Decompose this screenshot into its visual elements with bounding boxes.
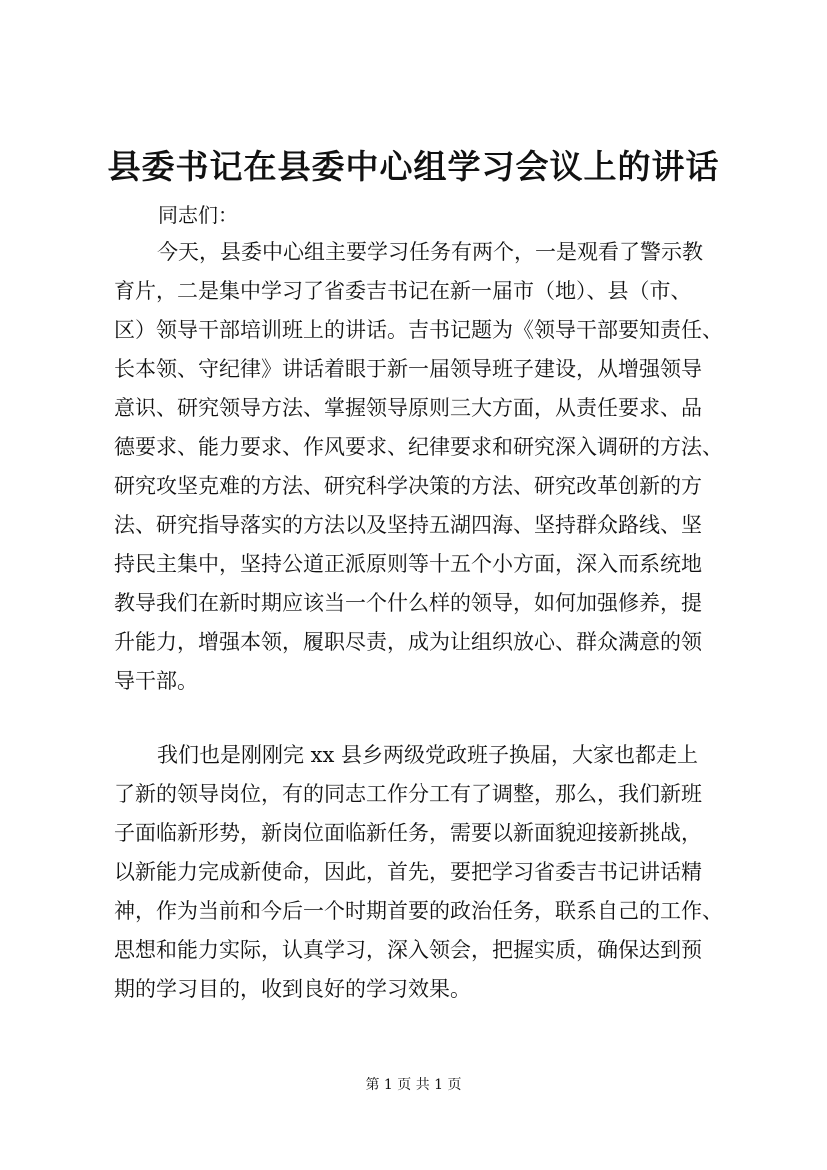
paragraph-line: 法、研究指导落实的方法以及坚持五湖四海、坚持群众路线、坚: [114, 513, 702, 537]
document-title: 县委书记在县委中心组学习会议上的讲话: [107, 147, 720, 186]
paragraph-line: 研究攻坚克难的方法、研究科学决策的方法、研究改革创新的方: [114, 474, 702, 498]
paragraph-1: [114, 233, 734, 701]
paragraph-line: 教导我们在新时期应该当一个什么样的领导，如何加强修养，提: [114, 591, 702, 615]
paragraph-2: [114, 736, 734, 1009]
paragraph-line: 德要求、能力要求、作风要求、纪律要求和研究深入调研的方法、: [114, 435, 723, 459]
paragraph-line: 子面临新形势，新岗位面临新任务，需要以新面貌迎接新挑战，: [114, 821, 702, 845]
paragraph-line: 区）领导干部培训班上的讲话。吉书记题为《领导干部要知责任、: [114, 318, 723, 342]
paragraph-line: 神，作为当前和今后一个时期首要的政治任务，联系自己的工作、: [114, 899, 723, 923]
paragraph-line: 思想和能力实际，认真学习，深入领会，把握实质，确保达到预: [114, 938, 702, 962]
paragraph-line: 期的学习目的，收到良好的学习效果。: [114, 977, 471, 1001]
paragraph-line: 持民主集中，坚持公道正派原则等十五个小方面，深入而系统地: [114, 552, 702, 576]
paragraph-line: 育片，二是集中学习了省委吉书记在新一届市（地）、县（市、: [114, 279, 692, 303]
paragraph-line: 长本领、守纪律》讲话着眼于新一届领导班子建设，从增强领导: [114, 357, 702, 381]
page-footer: 第 1 页 共 1 页: [365, 1077, 462, 1093]
paragraph-line: 我们也是刚刚完 xx 县乡两级党政班子换届，大家也都走上: [157, 743, 699, 767]
paragraph-line: 以新能力完成新使命，因此，首先，要把学习省委吉书记讲话精: [114, 860, 702, 884]
paragraph-line: 升能力，增强本领，履职尽责，成为让组织放心、群众满意的领: [114, 630, 702, 654]
paragraph-line: 意识、研究领导方法、掌握领导原则三大方面，从责任要求、品: [114, 396, 702, 420]
greeting-text: 同志们：: [158, 203, 238, 227]
paragraph-line: 导干部。: [114, 669, 198, 693]
paragraph-line: 了新的领导岗位，有的同志工作分工有了调整，那么，我们新班: [114, 782, 702, 806]
paragraph-line: 今天，县委中心组主要学习任务有两个，一是观看了警示教: [157, 240, 703, 264]
